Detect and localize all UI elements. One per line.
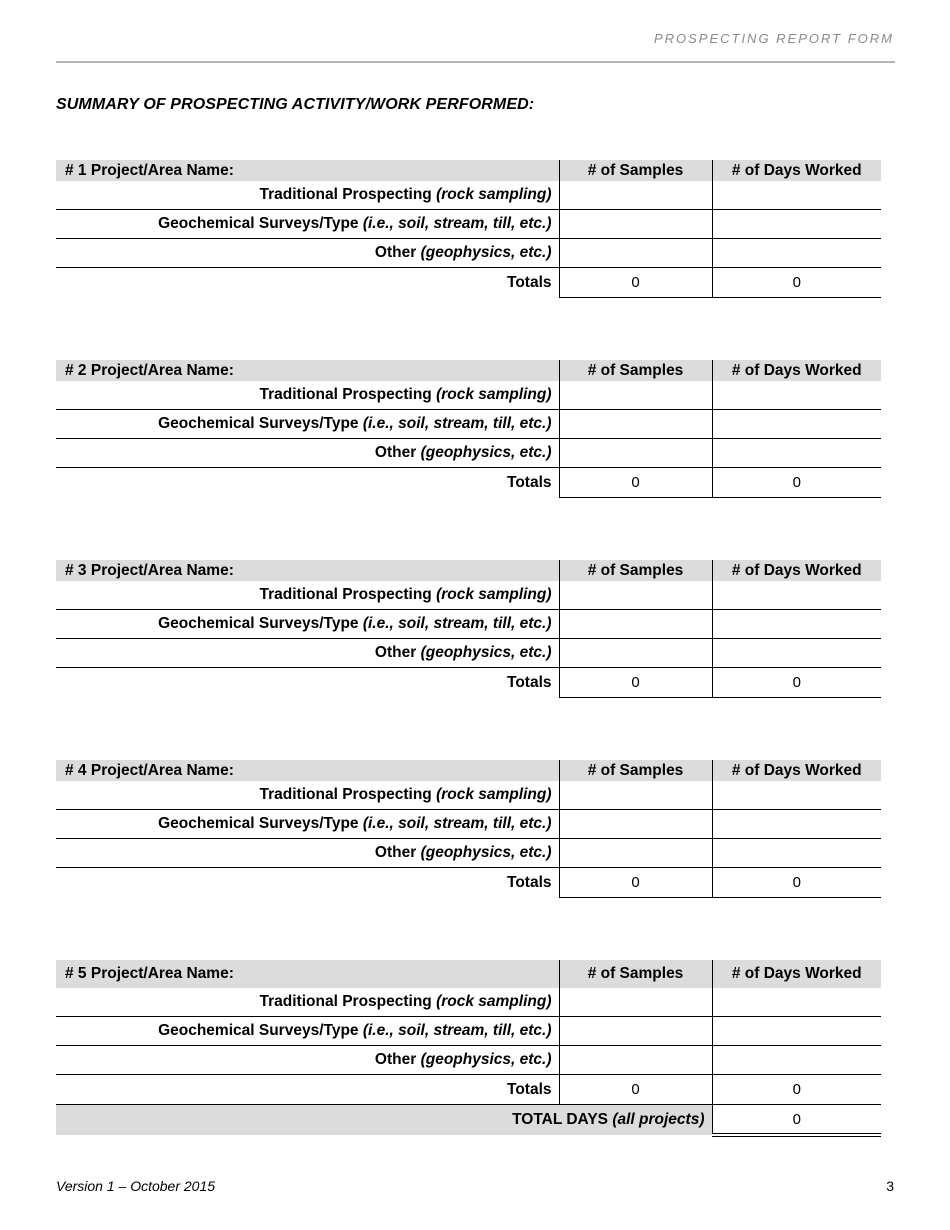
total-samples-value: 0 [559,1075,712,1105]
geochemical-surveys-label: Geochemical Surveys/Type (i.e., soil, stream, till, etc.) [56,1017,559,1046]
grand-total-value: 0 [712,1105,881,1136]
version-label: Version 1 – October 2015 [56,1178,216,1194]
project-name-label: # 3 Project/Area Name: [56,560,559,581]
samples-column-header: # of Samples [559,960,712,988]
total-days-value: 0 [712,468,881,498]
traditional-days-input[interactable] [712,381,881,410]
days-column-header: # of Days Worked [712,360,881,381]
other-activity-label: Other (geophysics, etc.) [56,839,559,868]
section-heading: SUMMARY OF PROSPECTING ACTIVITY/WORK PERFORMED: [56,96,535,113]
geochemical-surveys-label: Geochemical Surveys/Type (i.e., soil, stream, till, etc.) [56,410,559,439]
other-days-input[interactable] [712,439,881,468]
totals-label: Totals [507,673,552,691]
totals-label: Totals [507,1080,552,1098]
traditional-samples-input[interactable] [559,381,712,410]
grand-total-label: TOTAL DAYS (all projects) [56,1105,712,1136]
project-table-1 [56,160,881,298]
geochemical-samples-input[interactable] [559,610,712,639]
samples-column-header: # of Samples [559,560,712,581]
traditional-prospecting-label: Traditional Prospecting (rock sampling) [56,581,559,610]
total-samples-value: 0 [559,868,712,898]
project-table-3 [56,560,881,698]
total-samples-value: 0 [559,668,712,698]
traditional-prospecting-label: Traditional Prospecting (rock sampling) [56,988,559,1017]
geochemical-surveys-label: Geochemical Surveys/Type (i.e., soil, stream, till, etc.) [56,210,559,239]
geochemical-samples-input[interactable] [559,210,712,239]
days-column-header: # of Days Worked [712,760,881,781]
project-table-2 [56,360,881,498]
project-name-label: # 4 Project/Area Name: [56,760,559,781]
geochemical-surveys-label: Geochemical Surveys/Type (i.e., soil, stream, till, etc.) [56,610,559,639]
days-column-header: # of Days Worked [712,960,881,988]
total-days-value: 0 [712,668,881,698]
traditional-prospecting-label: Traditional Prospecting (rock sampling) [56,781,559,810]
project-table-5 [56,960,881,1137]
traditional-days-input[interactable] [712,781,881,810]
days-column-header: # of Days Worked [712,160,881,181]
samples-column-header: # of Samples [559,160,712,181]
total-samples-value: 0 [559,268,712,298]
other-samples-input[interactable] [559,239,712,268]
total-days-value: 0 [712,1075,881,1105]
project-name-label: # 2 Project/Area Name: [56,360,559,381]
totals-label: Totals [507,273,552,291]
totals-label: Totals [507,473,552,491]
geochemical-days-input[interactable] [712,610,881,639]
project-name-label: # 5 Project/Area Name: [56,960,559,988]
traditional-samples-input[interactable] [559,988,712,1017]
geochemical-samples-input[interactable] [559,1017,712,1046]
project-name-label: # 1 Project/Area Name: [56,160,559,181]
header-divider [56,61,895,63]
samples-column-header: # of Samples [559,360,712,381]
other-samples-input[interactable] [559,639,712,668]
traditional-days-input[interactable] [712,581,881,610]
totals-label: Totals [507,873,552,891]
geochemical-samples-input[interactable] [559,810,712,839]
total-samples-value: 0 [559,468,712,498]
other-days-input[interactable] [712,839,881,868]
total-days-value: 0 [712,868,881,898]
page-number: 3 [886,1178,894,1194]
geochemical-days-input[interactable] [712,410,881,439]
geochemical-days-input[interactable] [712,810,881,839]
other-activity-label: Other (geophysics, etc.) [56,1046,559,1075]
geochemical-days-input[interactable] [712,210,881,239]
traditional-samples-input[interactable] [559,181,712,210]
traditional-samples-input[interactable] [559,781,712,810]
days-column-header: # of Days Worked [712,560,881,581]
total-days-value: 0 [712,268,881,298]
other-samples-input[interactable] [559,1046,712,1075]
project-table-4 [56,760,881,898]
other-activity-label: Other (geophysics, etc.) [56,239,559,268]
other-samples-input[interactable] [559,439,712,468]
traditional-prospecting-label: Traditional Prospecting (rock sampling) [56,381,559,410]
traditional-days-input[interactable] [712,988,881,1017]
samples-column-header: # of Samples [559,760,712,781]
traditional-samples-input[interactable] [559,581,712,610]
other-activity-label: Other (geophysics, etc.) [56,439,559,468]
traditional-prospecting-label: Traditional Prospecting (rock sampling) [56,181,559,210]
geochemical-samples-input[interactable] [559,410,712,439]
other-days-input[interactable] [712,639,881,668]
other-samples-input[interactable] [559,839,712,868]
form-title: PROSPECTING REPORT FORM [653,31,894,46]
other-days-input[interactable] [712,1046,881,1075]
geochemical-days-input[interactable] [712,1017,881,1046]
geochemical-surveys-label: Geochemical Surveys/Type (i.e., soil, stream, till, etc.) [56,810,559,839]
traditional-days-input[interactable] [712,181,881,210]
other-days-input[interactable] [712,239,881,268]
other-activity-label: Other (geophysics, etc.) [56,639,559,668]
